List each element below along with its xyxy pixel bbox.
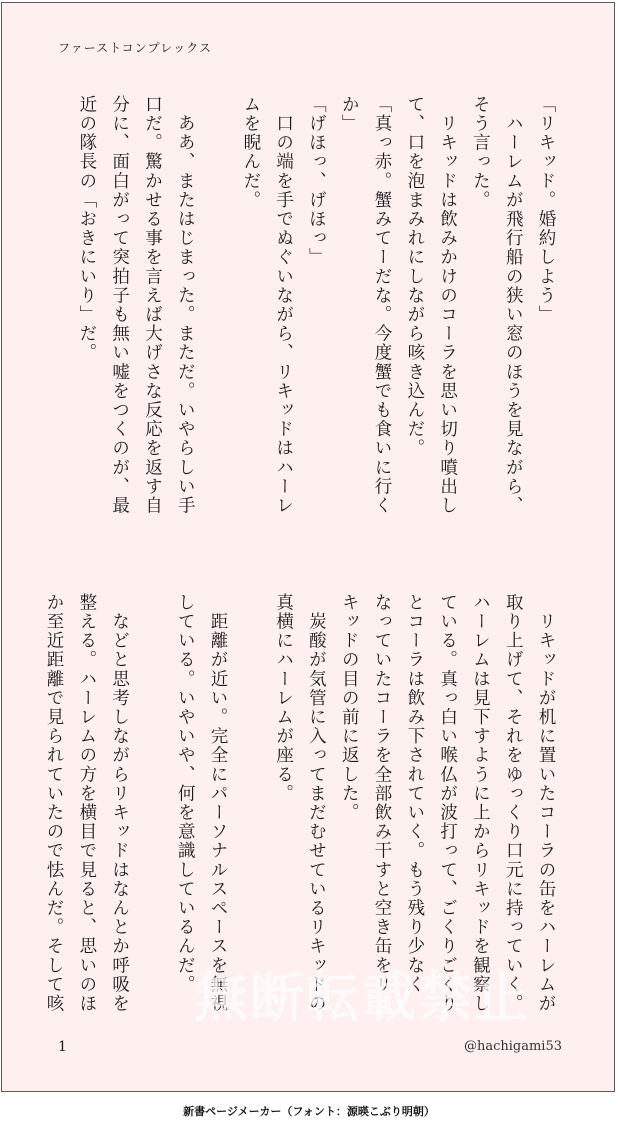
text-line: 近の隊長の「おきにいり」だ。 bbox=[76, 95, 97, 363]
text-line: 真横にハーレムが座る。 bbox=[273, 593, 294, 804]
text-line: 距離が近い。完全にパーソナルスペースを無視 bbox=[208, 593, 229, 1014]
text-line: している。いやいや、何を意識しているんだ。 bbox=[175, 593, 196, 995]
text-line: ハーレムは見下すように上からリキッドを観察し bbox=[470, 593, 491, 1014]
text-line: そう言った。 bbox=[470, 95, 491, 210]
text-line: ああ、またはじまった。まただ。いやらしい手 bbox=[175, 95, 196, 516]
text-line: キッドの目の前に返した。 bbox=[339, 593, 360, 823]
text-line: 取り上げて、それをゆっくり口元に持っていく。 bbox=[503, 593, 524, 1014]
text-line: ハーレムが飛行船の狭い窓のほうを見ながら、 bbox=[503, 95, 524, 516]
blank-line bbox=[234, 593, 267, 1013]
author-handle: @hachigami53 bbox=[463, 1039, 562, 1054]
text-line: 「げほっ、げほっ」 bbox=[306, 95, 327, 267]
running-title: ファーストコンプレックス bbox=[58, 41, 212, 55]
text-line: 「真っ赤。蟹みてーだな。今度蟹でも食いに行く bbox=[372, 95, 393, 516]
text-line: なっていたコーラを全部飲み干すと空き缶をリ bbox=[372, 593, 393, 995]
blank-line bbox=[201, 95, 234, 535]
text-line: などと思考しながらリキッドはなんとか呼吸を bbox=[109, 593, 130, 1014]
text-line: とコーラは飲み下されていく。もう残り少なく bbox=[404, 593, 425, 995]
watermark: 無断転載禁止 bbox=[194, 965, 530, 1029]
text-line: 「リキッド。婚約しよう」 bbox=[536, 95, 556, 325]
text-line: ムを睨んだ。 bbox=[240, 95, 261, 210]
text-line: リキッドは飲みかけのコーラを思い切り噴出し bbox=[437, 95, 458, 516]
text-line: 口だ。驚かせる事を言えば大げさな反応を返す自 bbox=[142, 95, 163, 516]
text-line: 整える。ハーレムの方を横目で見ると、思いのほ bbox=[76, 593, 97, 1014]
book-page bbox=[1, 2, 615, 1092]
text-line: ている。真っ白い喉仏が波打って、ごくりごくり bbox=[437, 593, 458, 1014]
text-line: 口の端を手でぬぐいながら、リキッドはハーレ bbox=[273, 95, 294, 516]
text-line: リキッドが机に置いたコーラの缶をハーレムが bbox=[536, 593, 556, 1014]
blank-line bbox=[136, 593, 169, 1013]
page-number: 1 bbox=[58, 1039, 67, 1055]
text-line: か至近距離で見られていたので怯んだ。そして咳 bbox=[44, 593, 65, 1014]
text-line: か」 bbox=[339, 95, 360, 134]
text-block-top bbox=[70, 95, 562, 535]
text-line: 分に、面白がって突拍子も無い嘘をつくのが、最 bbox=[109, 95, 130, 516]
generator-credit: 新書ページメーカー（フォント：源暎こぶり明朝） bbox=[183, 1105, 435, 1118]
text-block-bottom bbox=[37, 593, 562, 1013]
text-line: て、口を泡まみれにしながら咳き込んだ。 bbox=[404, 95, 425, 458]
text-line: 炭酸が気管に入ってまだむせているリキッドの bbox=[306, 593, 327, 1014]
